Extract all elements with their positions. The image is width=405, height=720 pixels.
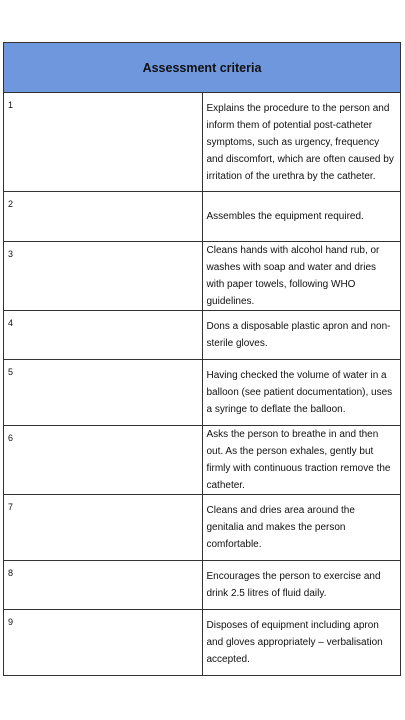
table-row bbox=[4, 561, 401, 610]
table-header-row bbox=[4, 43, 401, 93]
table-row bbox=[4, 311, 401, 360]
row-criterion: Cleans hands with alcohol hand rub, or washes with soap and water and dries with paper towels, following WHO guidelines. bbox=[202, 242, 401, 311]
row-number: 5 bbox=[4, 360, 203, 426]
row-criterion: Disposes of equipment including apron and gloves appropriately – verbalisation accepted. bbox=[202, 610, 401, 676]
table-row bbox=[4, 610, 401, 676]
row-number: 3 bbox=[4, 242, 203, 311]
row-criterion: Explains the procedure to the person and inform them of potential post-catheter symptoms, such as urgency, frequency and discomfort, which are often caused by irritation of the urethra by the catheter. bbox=[202, 93, 401, 192]
row-criterion: Encourages the person to exercise and drink 2.5 litres of fluid daily. bbox=[202, 561, 401, 610]
row-number: 8 bbox=[4, 561, 203, 610]
table-row bbox=[4, 192, 401, 242]
row-criterion: Assembles the equipment required. bbox=[202, 192, 401, 242]
row-number: 4 bbox=[4, 311, 203, 360]
row-criterion: Cleans and dries area around the genitalia and makes the person comfortable. bbox=[202, 495, 401, 561]
table-row bbox=[4, 93, 401, 192]
row-criterion: Having checked the volume of water in a balloon (see patient documentation), uses a syringe to deflate the balloon. bbox=[202, 360, 401, 426]
table-row bbox=[4, 426, 401, 495]
row-number: 1 bbox=[4, 93, 203, 192]
row-number: 7 bbox=[4, 495, 203, 561]
table-row bbox=[4, 360, 401, 426]
table-row bbox=[4, 495, 401, 561]
row-number: 2 bbox=[4, 192, 203, 242]
assessment-criteria-table bbox=[3, 42, 401, 676]
row-criterion: Dons a disposable plastic apron and non-sterile gloves. bbox=[202, 311, 401, 360]
table-row bbox=[4, 242, 401, 311]
row-number: 6 bbox=[4, 426, 203, 495]
row-number: 9 bbox=[4, 610, 203, 676]
row-criterion: Asks the person to breathe in and then out. As the person exhales, gently but firmly with continuous traction remove the catheter. bbox=[202, 426, 401, 495]
table-header: Assessment criteria bbox=[4, 43, 401, 93]
